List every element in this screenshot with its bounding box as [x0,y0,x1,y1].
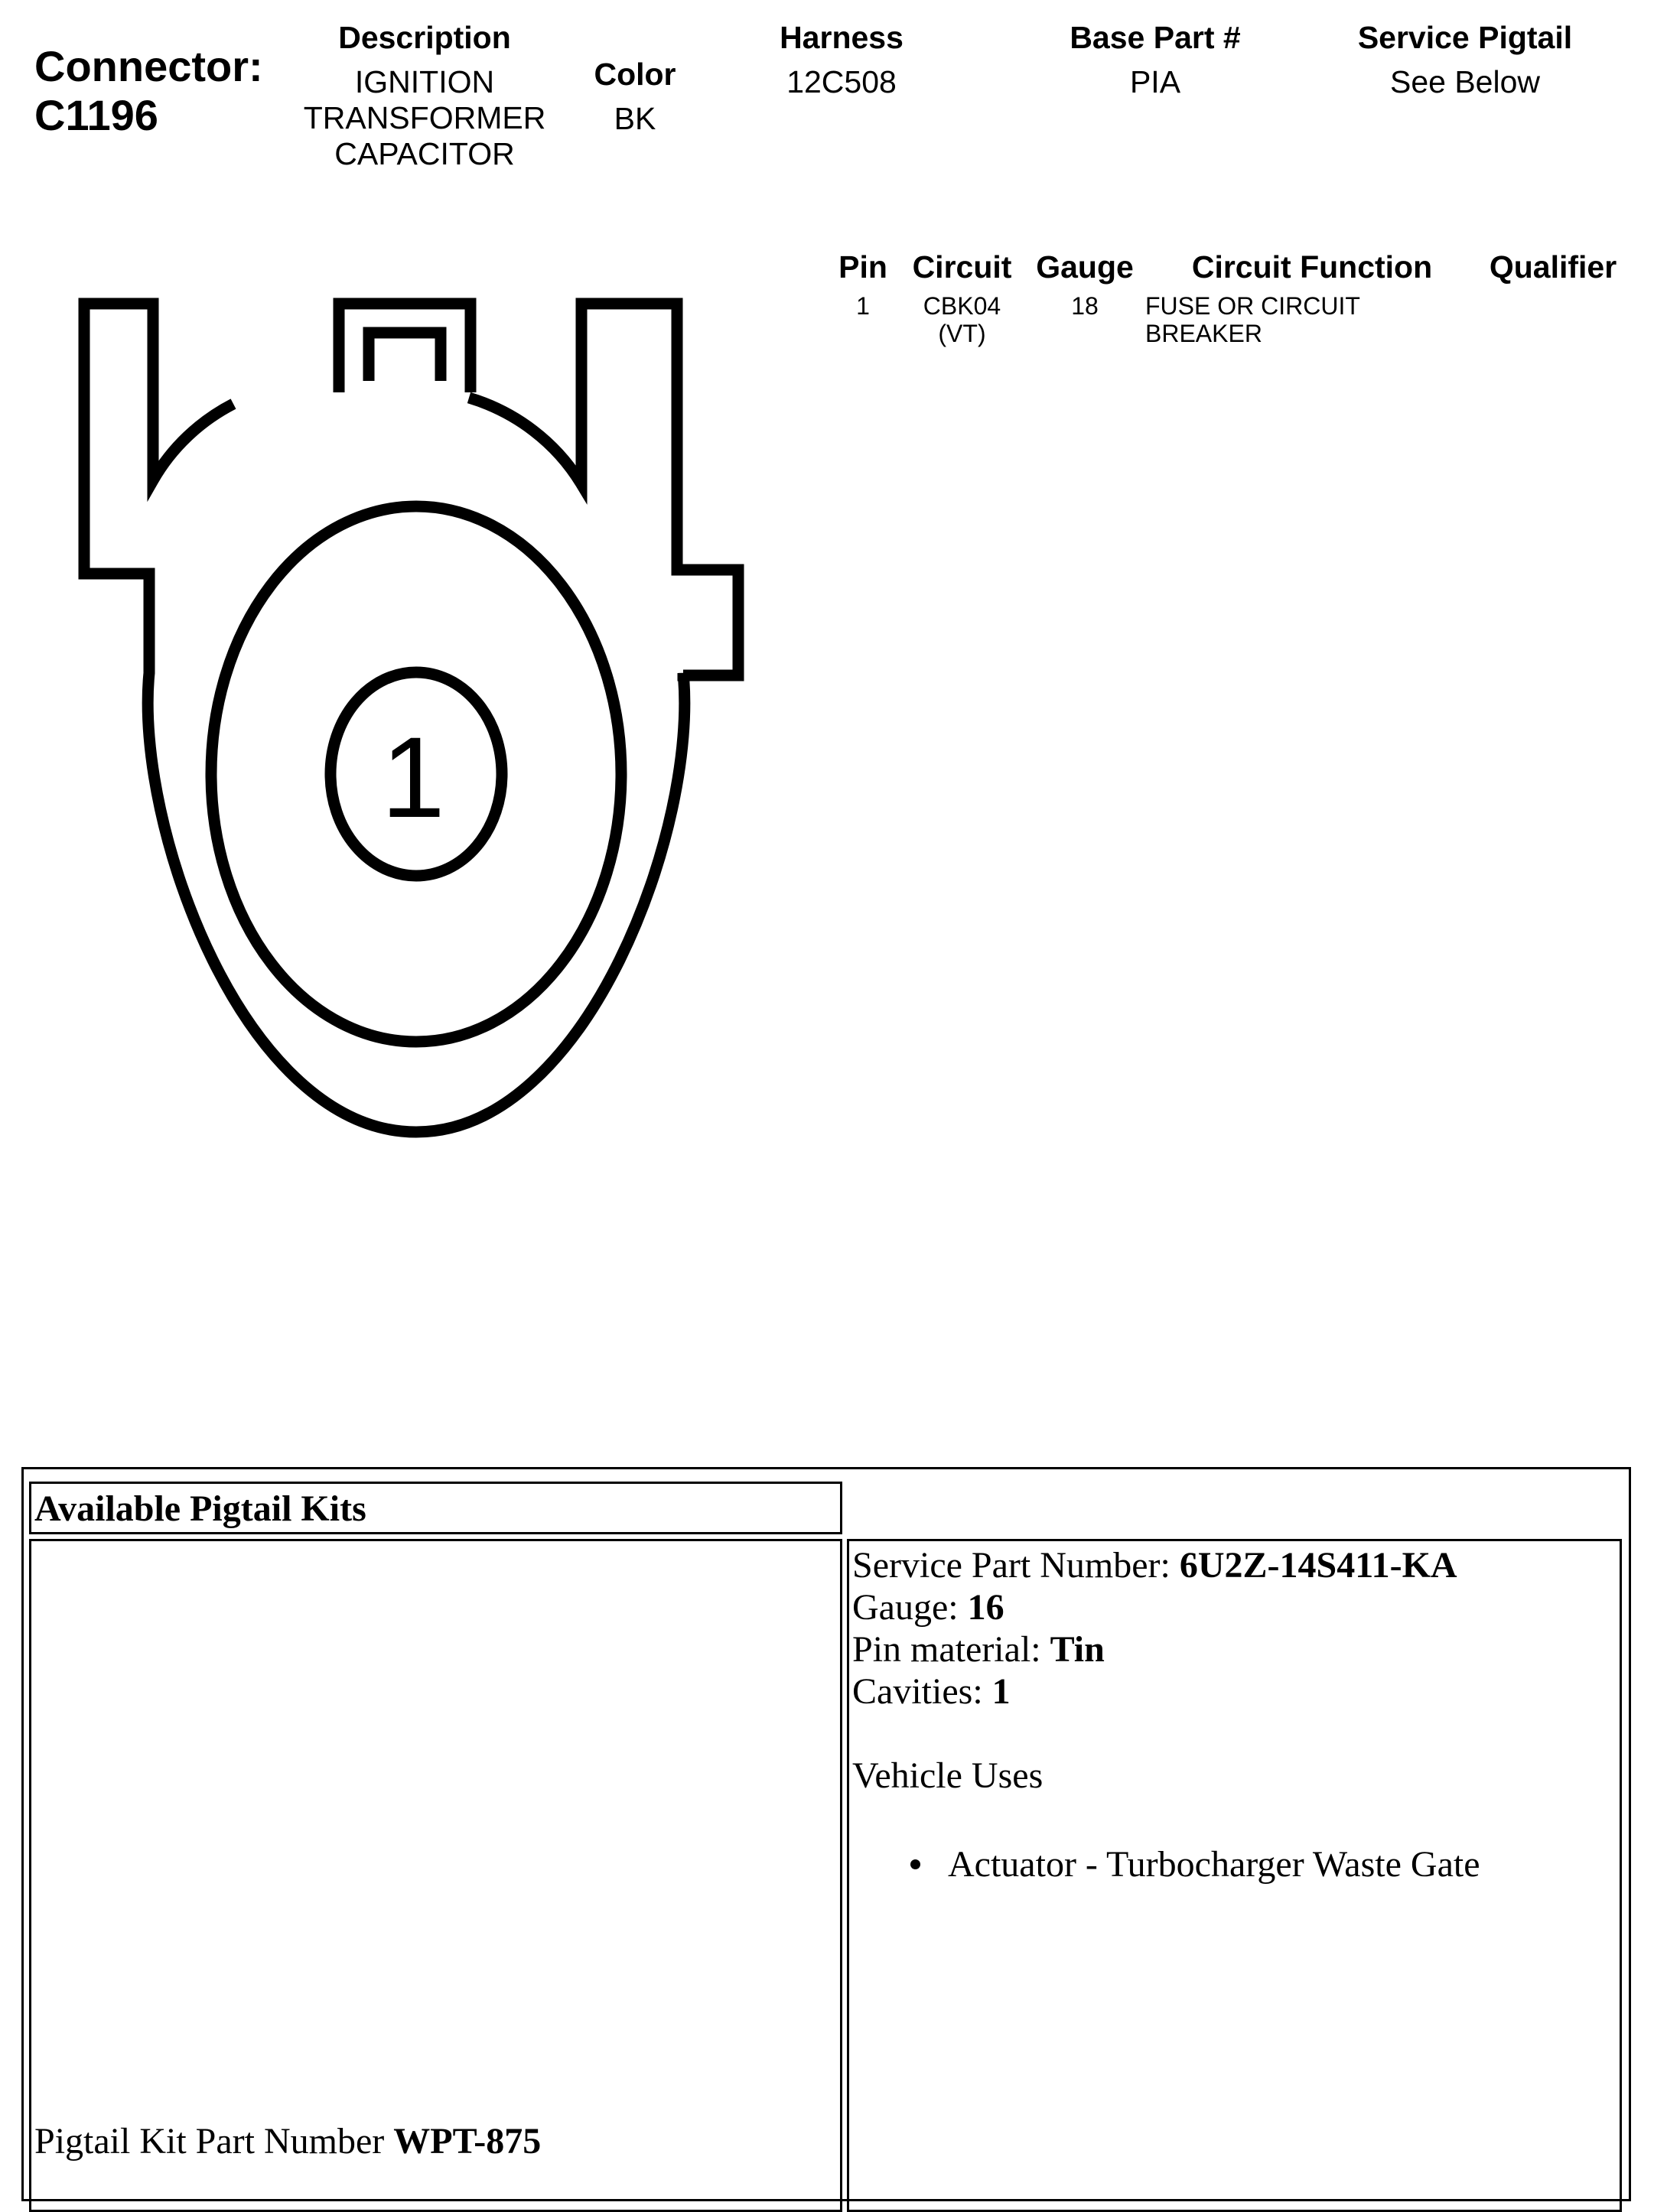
pigtail-kit-part-label: Pigtail Kit Part Number [34,2121,394,2162]
cavity-label: 1 [381,713,445,841]
list-item [910,1843,1480,1885]
latch-outline [339,304,470,392]
service-part-line [852,1544,1457,1586]
harness-label: Harness [780,20,904,55]
description-line: CAPACITOR [334,136,515,171]
connector-diagram [0,0,765,1163]
description-line: IGNITION [354,64,495,99]
gauge-cell: 18 [1071,292,1099,320]
harness-value: 12C508 [786,64,897,99]
gauge-value: 16 [967,1587,1004,1628]
circuit-function-header: Circuit Function [1191,249,1433,285]
pin-material-line [852,1628,1105,1670]
pigtail-kit-part [34,2120,541,2162]
connector-label: Connector: [34,42,263,90]
qualifier-header: Qualifier [1489,249,1617,285]
vehicle-uses-label: Vehicle Uses [852,1755,1044,1796]
gauge-label: Gauge: [852,1587,968,1628]
service-pigtail-label: Service Pigtail [1357,20,1573,55]
pin-material-value: Tin [1050,1629,1105,1670]
color-value: BK [614,101,656,136]
pigtail-title: Available Pigtail Kits [34,1488,366,1529]
latch-window [369,333,441,381]
cavities-label: Cavities: [852,1671,992,1712]
description-label: Description [338,20,511,55]
base-part-label: Base Part # [1070,20,1241,55]
function-line: BREAKER [1145,320,1262,347]
cavities-value: 1 [991,1671,1011,1712]
color-label: Color [594,57,676,92]
pin-number: 1 [856,292,870,320]
pin-header: Pin [838,249,887,285]
gauge-header: Gauge [1036,249,1134,285]
bullet-icon [910,1859,920,1869]
base-part-value: PIA [1129,64,1181,99]
vehicle-use-text: Actuator - Turbocharger Waste Gate [948,1844,1480,1885]
pigtail-kit-left-cell [29,1539,842,2212]
pin-material-label: Pin material: [852,1629,1050,1670]
description-line: TRANSFORMER [303,100,546,135]
service-part-value: 6U2Z-14S411-KA [1179,1545,1457,1586]
circuit-header: Circuit [912,249,1012,285]
service-pigtail-value: See Below [1389,64,1540,99]
connector-id: C1196 [34,91,158,139]
circuit-line: CBK04 [923,292,1001,320]
gauge-line [852,1586,1004,1628]
circuit-line: (VT) [938,320,986,347]
circuit-cell [903,292,1021,347]
pigtail-kit-part-value: WPT-875 [393,2121,542,2162]
cavities-line [852,1670,1011,1713]
function-line: FUSE OR CIRCUIT [1145,292,1360,320]
service-part-label: Service Part Number: [852,1545,1180,1586]
circuit-function-cell [1145,292,1467,347]
